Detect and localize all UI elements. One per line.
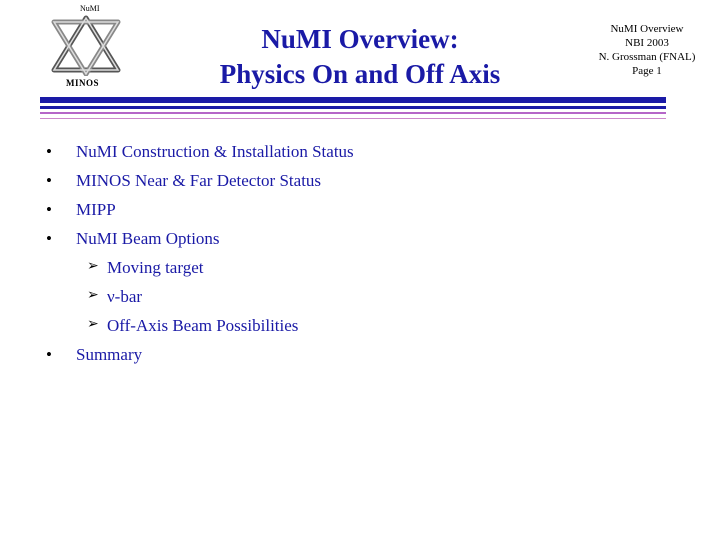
meta-line-3: N. Grossman (FNAL) bbox=[598, 51, 696, 63]
arrow-bullet-icon: ➢ bbox=[87, 287, 99, 303]
header-rule-medium bbox=[40, 106, 666, 109]
arrow-bullet-icon: ➢ bbox=[87, 258, 99, 274]
slide-meta bbox=[576, 22, 718, 78]
minos-logo-icon bbox=[48, 14, 124, 76]
sub-list-item: ➢ ν-bar bbox=[87, 287, 143, 306]
list-item: • Summary bbox=[46, 345, 143, 364]
logo-bottom-label: MINOS bbox=[66, 78, 100, 88]
slide-title bbox=[200, 22, 520, 92]
title-line-2: Physics On and Off Axis bbox=[219, 59, 501, 89]
title-line-1: NuMI Overview: bbox=[261, 24, 459, 54]
meta-page-number: Page 1 bbox=[632, 65, 662, 77]
header-rule-thick bbox=[40, 97, 666, 103]
header-rule-thin bbox=[40, 118, 666, 119]
bullet-icon: • bbox=[46, 171, 52, 190]
list-item: • NuMI Beam Options bbox=[46, 229, 220, 248]
sub-list-item: ➢ Moving target bbox=[87, 258, 204, 277]
list-item: • MIPP bbox=[46, 200, 116, 219]
bullet-icon: • bbox=[46, 200, 52, 219]
sub-list-item: ➢ Off-Axis Beam Possibilities bbox=[87, 316, 299, 335]
meta-line-1: NuMI Overview bbox=[610, 23, 684, 35]
meta-line-2: NBI 2003 bbox=[625, 37, 669, 49]
bullet-icon: • bbox=[46, 345, 52, 364]
list-item: • MINOS Near & Far Detector Status bbox=[46, 171, 322, 190]
list-item: • NuMI Construction & Installation Status bbox=[46, 142, 354, 161]
header-rule-purple bbox=[40, 112, 666, 114]
bullet-icon: • bbox=[46, 229, 52, 248]
bullet-icon: • bbox=[46, 142, 52, 161]
arrow-bullet-icon: ➢ bbox=[87, 316, 99, 332]
logo-top-label: NuMI bbox=[80, 4, 100, 13]
